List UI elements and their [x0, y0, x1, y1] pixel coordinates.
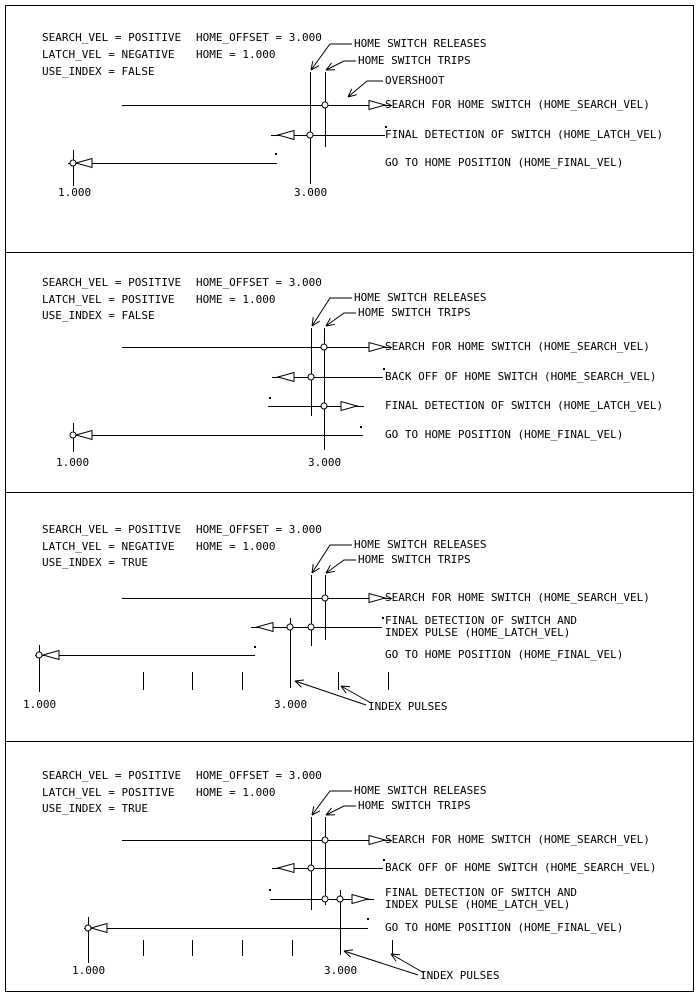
- p4-step-final-line2: INDEX PULSE (HOME_LATCH_VEL): [385, 898, 571, 911]
- p3-step-search: SEARCH FOR HOME SWITCH (HOME_SEARCH_VEL): [385, 591, 650, 604]
- p2-callout-trips: HOME SWITCH TRIPS: [358, 306, 471, 319]
- event-marker: [308, 865, 314, 871]
- p1-step-search: SEARCH FOR HOME SWITCH (HOME_SEARCH_VEL): [385, 98, 650, 111]
- p1-callout-releases: HOME SWITCH RELEASES: [354, 37, 487, 50]
- leader-arrowhead: [295, 680, 304, 681]
- p2-callout-releases: HOME SWITCH RELEASES: [354, 291, 487, 304]
- start-dot: [269, 889, 271, 891]
- motion-arrowhead: [91, 924, 107, 933]
- start-dot: [382, 617, 384, 619]
- p2-axis-home-label: 1.000: [56, 456, 90, 469]
- p4-step-search: SEARCH FOR HOME SWITCH (HOME_SEARCH_VEL): [385, 833, 650, 846]
- p3-param-latch-vel: LATCH_VEL = NEGATIVE: [42, 540, 175, 553]
- motion-arrowhead: [76, 431, 92, 440]
- p1-step-gohome: GO TO HOME POSITION (HOME_FINAL_VEL): [385, 156, 624, 169]
- p1-param-latch-vel: LATCH_VEL = NEGATIVE: [42, 48, 175, 61]
- motion-arrowhead: [352, 895, 368, 904]
- start-dot: [367, 918, 369, 920]
- p2-step-backoff: BACK OFF OF HOME SWITCH (HOME_SEARCH_VEL): [385, 370, 657, 383]
- p4-param-latch-vel: LATCH_VEL = POSITIVE: [42, 786, 175, 799]
- leader-line: [326, 560, 356, 573]
- p4-step-final-line1: FINAL DETECTION OF SWITCH AND: [385, 886, 578, 899]
- p2-param-use-index: USE_INDEX = FALSE: [42, 309, 155, 322]
- start-dot: [269, 397, 271, 399]
- p3-param-use-index: USE_INDEX = TRUE: [42, 556, 148, 569]
- start-dot: [275, 153, 277, 155]
- motion-arrowhead: [278, 864, 294, 873]
- p3-axis-offset-label: 3.000: [274, 698, 308, 711]
- p2-step-search: SEARCH FOR HOME SWITCH (HOME_SEARCH_VEL): [385, 340, 650, 353]
- p4-axis-home-label: 1.000: [72, 964, 106, 977]
- start-dot: [254, 646, 256, 648]
- p4-index-pulses-label: INDEX PULSES: [420, 969, 500, 982]
- motion-arrowhead: [278, 373, 294, 382]
- motion-arrowhead: [369, 343, 385, 352]
- event-marker: [322, 837, 328, 843]
- p3-index-pulses-label: INDEX PULSES: [368, 700, 448, 713]
- p4-callout-trips: HOME SWITCH TRIPS: [358, 799, 471, 812]
- p4-param-home-offset: HOME_OFFSET = 3.000: [196, 769, 322, 782]
- p3-step-gohome: GO TO HOME POSITION (HOME_FINAL_VEL): [385, 648, 624, 661]
- motion-arrowhead: [369, 101, 385, 110]
- event-marker: [322, 102, 328, 108]
- leader-line: [326, 806, 356, 815]
- p1-param-use-index: USE_INDEX = FALSE: [42, 65, 155, 78]
- event-marker: [307, 132, 313, 138]
- p3-axis-home-label: 1.000: [23, 698, 57, 711]
- event-marker: [308, 374, 314, 380]
- p2-param-latch-vel: LATCH_VEL = POSITIVE: [42, 293, 175, 306]
- start-dot: [360, 426, 362, 428]
- p1-param-search-vel: SEARCH_VEL = POSITIVE: [42, 31, 182, 44]
- p1-axis-home-label: 1.000: [58, 186, 92, 199]
- p2-param-search-vel: SEARCH_VEL = POSITIVE: [42, 276, 182, 289]
- leader-line: [348, 81, 383, 97]
- p4-step-gohome: GO TO HOME POSITION (HOME_FINAL_VEL): [385, 921, 624, 934]
- event-marker: [337, 896, 343, 902]
- p3-step-final-line1: FINAL DETECTION OF SWITCH AND: [385, 614, 578, 627]
- p1-step-final: FINAL DETECTION OF SWITCH (HOME_LATCH_VEL): [385, 128, 664, 141]
- p1-callout-overshoot: OVERSHOOT: [385, 74, 445, 87]
- event-marker: [70, 160, 76, 166]
- event-marker: [85, 925, 91, 931]
- p4-param-home: HOME = 1.000: [196, 786, 276, 799]
- p4-axis-offset-label: 3.000: [324, 964, 358, 977]
- p3-param-home: HOME = 1.000: [196, 540, 276, 553]
- event-marker: [322, 896, 328, 902]
- event-marker: [70, 432, 76, 438]
- leader-line: [341, 686, 371, 703]
- p3-callout-trips: HOME SWITCH TRIPS: [358, 553, 471, 566]
- event-marker: [308, 624, 314, 630]
- p4-callout-releases: HOME SWITCH RELEASES: [354, 784, 487, 797]
- p2-param-home-offset: HOME_OFFSET = 3.000: [196, 276, 322, 289]
- p2-step-gohome: GO TO HOME POSITION (HOME_FINAL_VEL): [385, 428, 624, 441]
- p2-axis-offset-label: 3.000: [308, 456, 342, 469]
- p1-param-home: HOME = 1.000: [196, 48, 276, 61]
- leader-arrowhead: [341, 686, 350, 687]
- p2-step-final: FINAL DETECTION OF SWITCH (HOME_LATCH_VEL): [385, 399, 664, 412]
- motion-arrowhead: [76, 159, 92, 168]
- p3-callout-releases: HOME SWITCH RELEASES: [354, 538, 487, 551]
- motion-arrowhead: [257, 623, 273, 632]
- p3-param-search-vel: SEARCH_VEL = POSITIVE: [42, 523, 182, 536]
- motion-arrowhead: [278, 131, 294, 140]
- leader-line: [326, 313, 356, 326]
- p4-step-backoff: BACK OFF OF HOME SWITCH (HOME_SEARCH_VEL): [385, 861, 657, 874]
- event-marker: [321, 344, 327, 350]
- leader-line: [326, 61, 356, 70]
- p1-callout-trips: HOME SWITCH TRIPS: [358, 54, 471, 67]
- event-marker: [36, 652, 42, 658]
- p4-param-use-index: USE_INDEX = TRUE: [42, 802, 148, 815]
- motion-arrowhead: [369, 594, 385, 603]
- p1-param-home-offset: HOME_OFFSET = 3.000: [196, 31, 322, 44]
- motion-arrowhead: [341, 402, 357, 411]
- p2-param-home: HOME = 1.000: [196, 293, 276, 306]
- motion-arrowhead: [43, 651, 59, 660]
- event-marker: [287, 624, 293, 630]
- event-marker: [321, 403, 327, 409]
- motion-arrowhead: [369, 836, 385, 845]
- p4-param-search-vel: SEARCH_VEL = POSITIVE: [42, 769, 182, 782]
- leader-arrowhead: [344, 950, 353, 951]
- p3-param-home-offset: HOME_OFFSET = 3.000: [196, 523, 322, 536]
- p1-axis-offset-label: 3.000: [294, 186, 328, 199]
- p3-step-final-line2: INDEX PULSE (HOME_LATCH_VEL): [385, 626, 571, 639]
- event-marker: [322, 595, 328, 601]
